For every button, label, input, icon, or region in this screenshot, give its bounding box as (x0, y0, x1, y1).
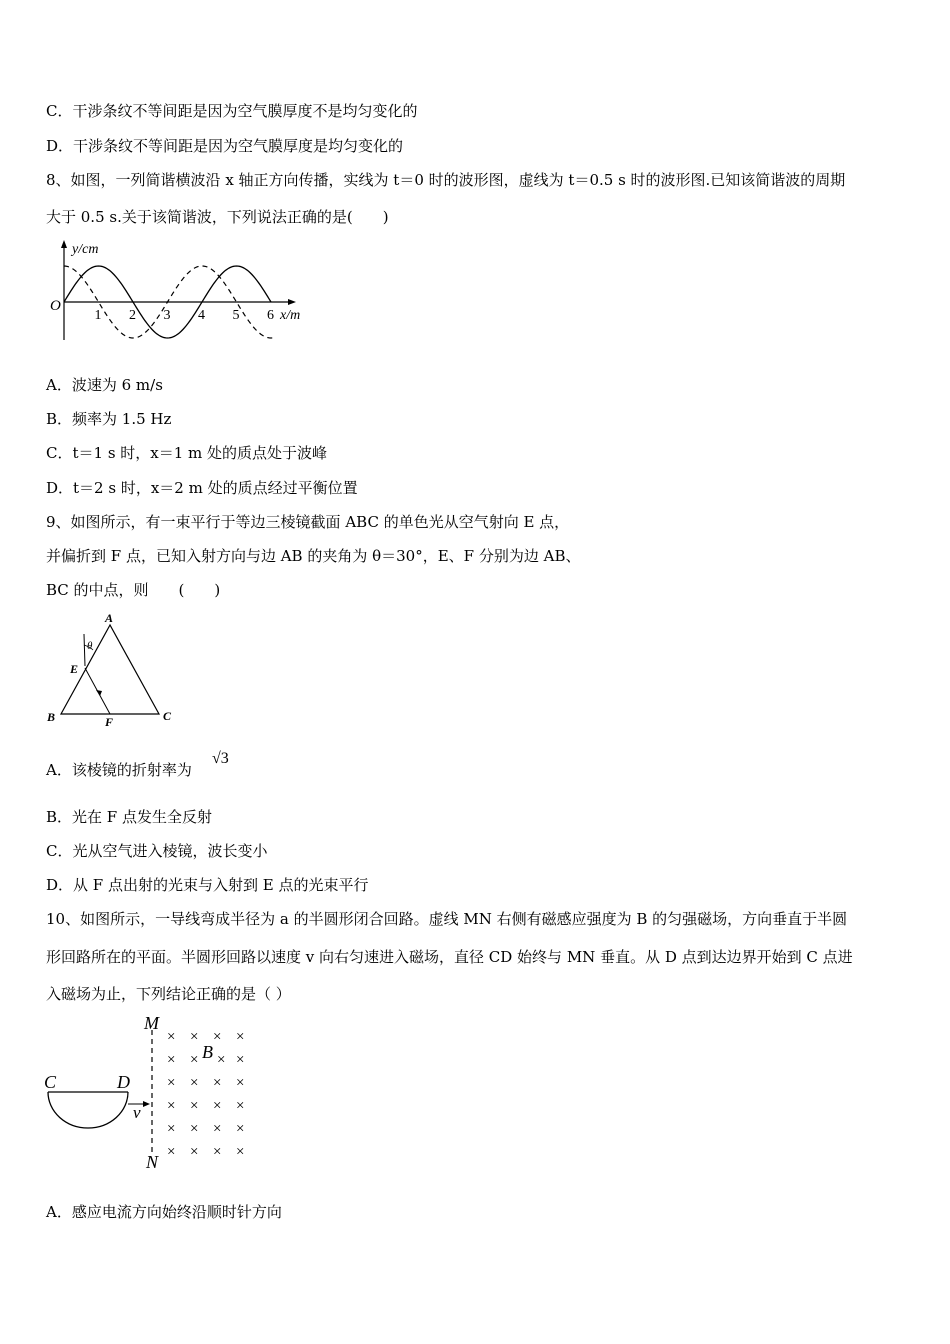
field-cross-icon: × (190, 1075, 199, 1091)
q8-stem-line1: 8、如图，一列简谐横波沿 x 轴正方向传播，实线为 t＝0 时的波形图，虚线为 t＝0.5 s 时的波形图.已知该简谐波的周期 (46, 171, 846, 189)
incident-ray (84, 634, 85, 666)
semicircle-loop (48, 1092, 128, 1128)
origin-label: O (50, 298, 61, 314)
label-d: D (117, 1072, 130, 1092)
field-cross-icon: × (190, 1098, 199, 1114)
field-cross-icon: × (167, 1052, 176, 1068)
label-n: N (146, 1152, 159, 1172)
field-cross-icon: × (236, 1029, 245, 1045)
q10-stem-line1: 10、如图所示，一导线弯成半径为 a 的半圆形闭合回路。虚线 MN 右侧有磁感应强度为 B 的匀强磁场，方向垂直于半圆 (46, 910, 848, 928)
field-cross-icon: × (236, 1144, 245, 1160)
label-v: v (133, 1103, 141, 1122)
q8-wave-figure (46, 236, 316, 352)
field-cross-icon: × (190, 1052, 199, 1068)
q9-option-d: D．从 F 点出射的光束与入射到 E 点的光束平行 (46, 876, 369, 894)
q10-option-a: A．感应电流方向始终沿顺时针方向 (46, 1203, 282, 1221)
q8-option-d: D．t＝2 s 时，x＝2 m 处的质点经过平衡位置 (46, 479, 358, 497)
q8-option-a: A．波速为 6 m/s (46, 376, 163, 394)
q10-stem-line3: 入磁场为止，下列结论正确的是（ ） (46, 985, 291, 1003)
vertex-c-label: C (163, 709, 172, 723)
x-tick-label: 1 (94, 308, 102, 323)
field-cross-icon: × (167, 1029, 176, 1045)
theta-label: θ (87, 640, 93, 652)
x-tick-label: 5 (232, 308, 240, 323)
q9-stem-line1: 9、如图所示，有一束平行于等边三棱镜截面 ABC 的单色光从空气射向 E 点， (46, 513, 570, 531)
x-axis-arrow-icon (288, 299, 296, 305)
x-tick-label: 4 (198, 308, 205, 323)
field-cross-icon: × (236, 1121, 245, 1137)
field-cross-icon: × (190, 1029, 199, 1045)
q10-stem-line2: 形回路所在的平面。半圆形回路以速度 v 向右匀速进入磁场，直径 CD 始终与 MN 垂直。从 D 点到达边界开始到 C 点进 (46, 948, 853, 966)
q9-option-c: C．光从空气进入棱镜，波长变小 (46, 842, 268, 860)
x-tick-label: 3 (163, 308, 171, 323)
field-cross-icon: × (167, 1075, 176, 1091)
y-axis-arrow-icon (61, 240, 67, 248)
field-cross-icon: × (213, 1121, 222, 1137)
q10-magnetic-field-figure (40, 1010, 270, 1179)
y-axis-label: y/cm (72, 242, 99, 257)
sqrt3-formula: √3 (212, 750, 229, 767)
q8-option-b: B．频率为 1.5 Hz (46, 410, 172, 428)
field-cross-icon: × (213, 1029, 222, 1045)
q7-option-d: D．干涉条纹不等间距是因为空气膜厚度是均匀变化的 (46, 137, 404, 155)
x-axis-label: x/m (280, 308, 301, 323)
field-cross-icon: × (167, 1098, 176, 1114)
q9-stem-line3: BC 的中点，则 ( ) (46, 581, 221, 599)
field-cross-icon: × (190, 1121, 199, 1137)
q9-prism-figure (44, 608, 184, 734)
field-cross-icon: × (236, 1052, 245, 1068)
field-cross-icon: × (167, 1121, 176, 1137)
point-f-label: F (105, 715, 114, 729)
q9-stem-line2: 并偏折到 F 点，已知入射方向与边 AB 的夹角为 θ＝30°，E、F 分别为边 AB、 (46, 547, 581, 565)
q9-option-a: A．该棱镜的折射率为 (46, 761, 192, 779)
q7-option-c: C．干涉条纹不等间距是因为空气膜厚度不是均匀变化的 (46, 102, 418, 120)
field-cross-icon: × (190, 1144, 199, 1160)
q8-stem-line2: 大于 0.5 s.关于该简谐波，下列说法正确的是( ) (46, 208, 389, 226)
field-cross-icon: × (217, 1052, 226, 1068)
vertex-a-label: A (105, 611, 114, 625)
field-cross-icon: × (213, 1075, 222, 1091)
vertex-b-label: B (47, 710, 56, 724)
x-tick-label: 6 (267, 308, 274, 323)
label-c: C (44, 1072, 57, 1092)
field-cross-icon: × (213, 1098, 222, 1114)
x-tick-label: 2 (129, 308, 136, 323)
point-e-label: E (70, 662, 79, 676)
field-cross-icon: × (236, 1075, 245, 1091)
label-b: B (202, 1042, 213, 1062)
field-cross-icon: × (213, 1144, 222, 1160)
field-cross-icon: × (167, 1144, 176, 1160)
q9-option-b: B．光在 F 点发生全反射 (46, 808, 212, 826)
field-cross-icon: × (236, 1098, 245, 1114)
q8-option-c: C．t＝1 s 时，x＝1 m 处的质点处于波峰 (46, 444, 328, 462)
x-tick-labels (95, 308, 275, 323)
label-m: M (144, 1013, 159, 1033)
ray-arrow-icon (96, 690, 102, 696)
velocity-arrow-icon (143, 1101, 150, 1107)
